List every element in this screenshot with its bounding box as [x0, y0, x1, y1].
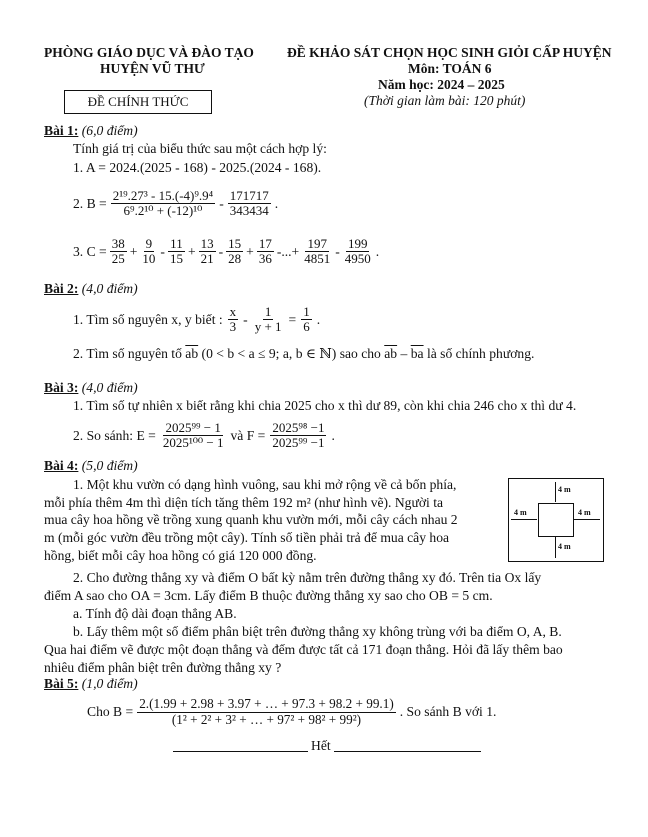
bai2-q2-a: 2. Tìm số nguyên tố: [73, 346, 182, 361]
bai1-q3-numerator: 13: [200, 236, 214, 251]
bai1-q3-op: +: [246, 243, 254, 259]
bai5-tail: . So sánh B với 1.: [399, 704, 497, 720]
bai3-points: (4,0 điểm): [81, 380, 138, 395]
bai1-q2-end: .: [274, 195, 279, 211]
bai5-den: (1² + 2² + 3² + … + 97² + 98² + 99²): [171, 711, 362, 727]
bai1-q1: 1. A = 2024.(2025 - 168) - 2025.(2024 - 168).: [73, 160, 322, 175]
bai1-q3-denominator: 36: [258, 251, 272, 267]
bai5-num: 2.(1.99 + 2.98 + 3.97 + … + 97.3 + 98.2 + 99.1): [139, 696, 394, 711]
bai1-q2-den2: 343434: [229, 203, 269, 219]
garden-figure: [508, 478, 604, 562]
bai3-f-num: 2025⁹⁸ −1: [272, 420, 325, 435]
bai2-q1-f3-num: 1: [303, 304, 310, 319]
bai1-q3-op: -: [335, 243, 340, 259]
bai1-points: (6,0 điểm): [81, 123, 138, 138]
bai2-q2-ba: $\overline{ba}$: [410, 346, 424, 361]
bai4-title: Bài 4:: [44, 458, 79, 473]
bai1-q3-denominator: 10: [142, 251, 156, 267]
end-line-left: [173, 751, 308, 752]
bai1-heading: [44, 123, 138, 139]
bai1-q3-fraction: [140, 237, 157, 267]
bai1-q3-fraction: [199, 237, 216, 267]
bai1-q3-denominator: 28: [228, 251, 242, 267]
bai4-p1-line5: hồng, biết mỗi cây hoa hồng có giá 120 000 đồng.: [44, 548, 317, 563]
bai4-points: (5,0 điểm): [81, 458, 138, 473]
end-marker: Hết: [311, 738, 331, 753]
bai4-p2b-line2: Qua hai điểm vẽ được một đoạn thẳng và đếm được tất cả 171 đoạn thẳng. Hỏi đã lấy thêm bao: [44, 642, 563, 657]
bai1-q2-den: 6⁹.2¹⁰ + (-12)¹⁰: [123, 203, 203, 219]
arrow-top: [555, 482, 556, 502]
bai5-title: Bài 5:: [44, 676, 79, 691]
label-top: 4 m: [558, 485, 571, 494]
bai4-p2b-line1: b. Lấy thêm một số điểm phân biệt trên đường thẳng xy không trùng với ba điểm O, A, B.: [73, 624, 562, 639]
bai1-q3-denominator: 4950: [344, 251, 371, 267]
bai5-points: (1,0 điểm): [81, 676, 138, 691]
bai1-q3-denominator: 21: [200, 251, 214, 267]
bai2-q2-ab: $\overline{ab}$: [185, 346, 199, 361]
bai5-heading: [44, 676, 138, 692]
bai1-q3-numerator: 38: [111, 236, 125, 251]
label-bottom: 4 m: [558, 542, 571, 551]
bai2-q1-eq: =: [288, 311, 297, 327]
bai1-q3-numerator: 9: [145, 236, 153, 251]
bai1-q3-numerator: 197: [307, 236, 327, 251]
bai1-q3-denominator: 15: [169, 251, 183, 267]
bai1-q3-numerator: 11: [170, 236, 183, 251]
official-stamp-box: [64, 90, 212, 114]
district-name: HUYỆN VŨ THƯ: [100, 61, 205, 76]
bai1-q3-fraction: [257, 237, 274, 267]
time-limit: (Thời gian làm bài: 120 phút): [364, 93, 526, 108]
official-label: ĐỀ CHÍNH THỨC: [87, 94, 189, 109]
bai5-label: Cho B =: [87, 704, 134, 720]
bai2-q1-f1-num: x: [229, 304, 237, 319]
bai2-q1-f2-den: y + 1: [254, 319, 282, 335]
bai2-q1-f3-den: 6: [303, 319, 310, 335]
bai4-p2-line2: điểm A sao cho OA = 3cm. Lấy điểm B thuộc đường thẳng xy sao cho OB = 5 cm.: [44, 588, 493, 603]
bai3-q2-and: và F =: [230, 427, 266, 443]
bai1-q3-op: +: [187, 243, 196, 259]
subject: Môn: TOÁN 6: [408, 61, 492, 76]
bai1-title: Bài 1:: [44, 123, 79, 138]
bai4-p2a: a. Tính độ dài đoạn thẳng AB.: [73, 606, 237, 621]
school-year: Năm học: 2024 – 2025: [378, 77, 505, 92]
bai1-q3-terms: [109, 237, 374, 267]
bai1-q3-numerator: 15: [228, 236, 242, 251]
bai5-expression: [87, 697, 496, 727]
bai3-q2: [73, 421, 335, 451]
bai1-q3-op: -: [218, 243, 224, 259]
bai1-q3-end: .: [375, 243, 380, 259]
bai1-q3: [73, 237, 379, 267]
bai1-q2-num2: 171717: [229, 188, 269, 203]
bai4-p1-line4: m (mỗi góc vườn đều trồng một cây). Tính số tiền phải trả để mua cây hoa: [44, 530, 450, 545]
bai1-q3-denominator: 4851: [304, 251, 331, 267]
bai4-heading: [44, 458, 138, 474]
bai3-e-den: 2025¹⁰⁰ − 1: [162, 435, 224, 451]
bai2-q1-f1-den: 3: [229, 319, 237, 335]
bai2-q2-end: là số chính phương.: [426, 346, 535, 361]
bai1-q2-num: 2¹⁹.27³ - 15.(-4)⁹.9⁴: [112, 188, 214, 203]
label-right: 4 m: [578, 508, 591, 517]
arrow-right: [573, 519, 600, 520]
arrow-left: [511, 519, 537, 520]
bai2-q2-cond: (0 < b < a ≤ 9; a, b ∈ ℕ) sao cho: [201, 346, 381, 361]
bai2-q1-end: .: [316, 311, 321, 327]
bai2-q2: [73, 346, 534, 362]
bai4-p1-line2-text: mỗi phía thêm 4m thì diện tích tăng thêm 192 m² (như hình vẽ). Người ta: [44, 495, 444, 510]
bai3-f-den: 2025⁹⁹ −1: [272, 435, 325, 451]
bai1-q3-op: -...+: [276, 243, 300, 259]
bai1-q3-fraction: [168, 237, 185, 267]
bai4-p1-line2: [44, 494, 443, 512]
bai2-q2-dash: –: [400, 346, 408, 361]
inner-square: [538, 503, 574, 537]
bai4-p1-line3: mua cây hoa hồng về trồng xung quanh khu vườn mới, mỗi cây cách nhau 2: [44, 512, 458, 527]
bai1-q3-denominator: 25: [111, 251, 125, 267]
bai1-q3-label: 3. C =: [73, 243, 107, 259]
bai2-q1-f2-num: 1: [264, 304, 272, 319]
bai1-q3-numerator: 199: [347, 236, 368, 251]
label-left: 4 m: [514, 508, 527, 517]
department-name: PHÒNG GIÁO DỤC VÀ ĐÀO TẠO: [44, 45, 254, 60]
bai3-q1: 1. Tìm số tự nhiên x biết rằng khi chia 2025 cho x thì dư 89, còn khi chia 246 cho x thì dư 4.: [73, 398, 577, 413]
bai1-q3-fraction: [302, 237, 332, 267]
bai1-q2-minus: -: [219, 195, 224, 211]
bai1-q3-fraction: [343, 237, 373, 267]
bai1-q3-fraction: [110, 237, 127, 267]
bai2-title: Bài 2:: [44, 281, 79, 296]
bai1-q3-op: +: [129, 243, 138, 259]
exam-title: ĐỀ KHẢO SÁT CHỌN HỌC SINH GIỎI CẤP HUYỆN: [287, 45, 612, 60]
bai4-p2b-line3: nhiêu điểm phân biệt trên đường thẳng xy ?: [44, 660, 282, 675]
bai2-q1: [73, 305, 320, 335]
bai3-title: Bài 3:: [44, 380, 79, 395]
bai3-q2-label: 2. So sánh: E =: [73, 427, 156, 443]
bai1-q3-op: -: [160, 243, 165, 259]
bai2-q1-minus: -: [243, 311, 248, 327]
bai1-q3-numerator: 17: [258, 236, 272, 251]
bai2-q1-text: 1. Tìm số nguyên x, y biết :: [73, 311, 223, 327]
bai1-q2: [73, 189, 278, 219]
bai2-q2-ab2: $\overline{ab}$: [384, 346, 398, 361]
bai4-p1-line1: 1. Một khu vườn có dạng hình vuông, sau khi mở rộng về cả bốn phía,: [73, 477, 457, 492]
bai3-heading: [44, 380, 138, 396]
bai1-q2-label: 2. B =: [73, 195, 107, 211]
bai2-points: (4,0 điểm): [81, 281, 138, 296]
bai1-intro: Tính giá trị của biểu thức sau một cách hợp lý:: [73, 141, 327, 156]
bai1-q3-fraction: [226, 237, 243, 267]
bai3-q2-end: .: [331, 427, 335, 443]
end-line-right: [334, 751, 481, 752]
bai3-e-num: 2025⁹⁹ − 1: [165, 420, 221, 435]
arrow-bottom: [555, 536, 556, 558]
bai2-heading: [44, 281, 138, 297]
bai4-p2-line1: 2. Cho đường thẳng xy và điểm O bất kỳ nằm trên đường thẳng xy đó. Trên tia Ox lấy: [73, 570, 542, 585]
